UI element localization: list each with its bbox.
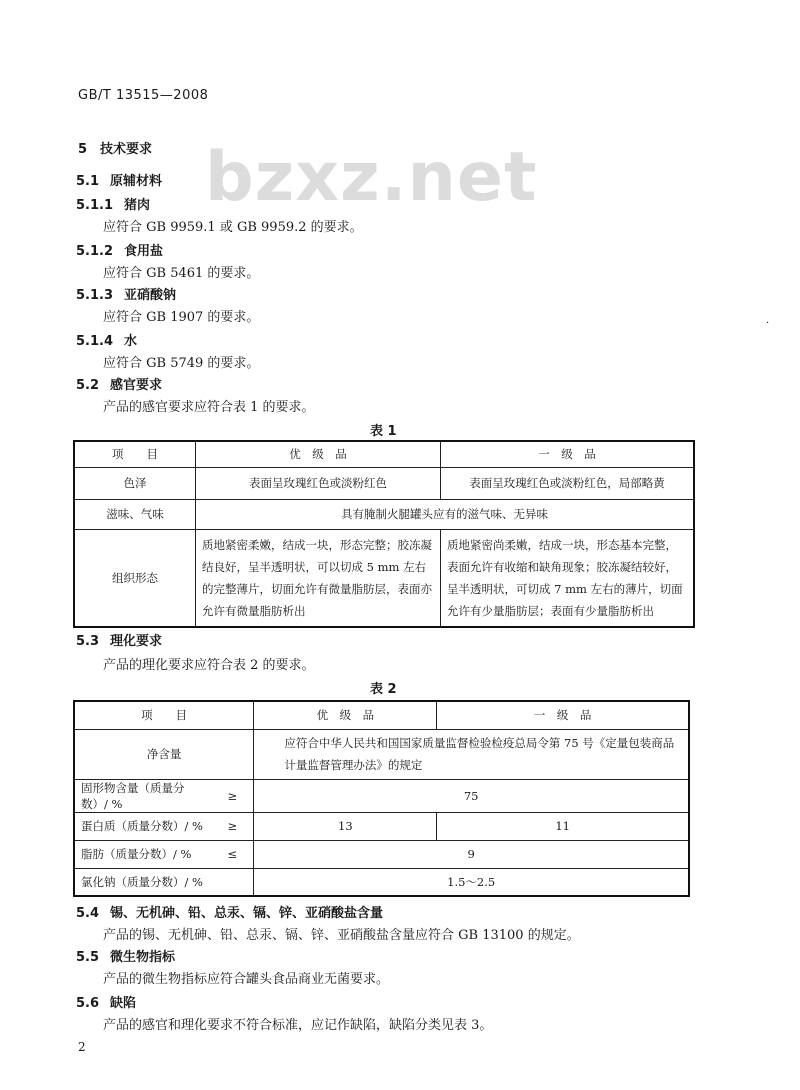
header-cell-first-grade: 一 级 品: [441, 441, 695, 467]
cell-value: 75: [254, 779, 689, 812]
section-5-2-heading: [76, 374, 162, 393]
section-number: 5.1.2: [76, 244, 114, 259]
header-cell-item: 项 目: [74, 441, 196, 467]
section-5-6-heading: [76, 992, 136, 1011]
section-5-4-text: 产品的锡、无机砷、铅、总汞、镉、锌、亚硝酸盐含量应符合 GB 13100 的规定。: [103, 928, 580, 943]
header-cell-first-grade: 一 级 品: [437, 701, 689, 729]
section-5-1-3-text: 应符合 GB 1907 的要求。: [103, 310, 260, 325]
section-number: 5.1: [76, 174, 100, 189]
row-label: 滋味、气味: [74, 499, 196, 529]
table-row: [74, 529, 694, 627]
section-number: 5.1.1: [76, 198, 114, 213]
section-5-5-text: 产品的微生物指标应符合罐头食品商业无菌要求。: [103, 972, 390, 987]
cell-value: 质地紧密尚柔嫩，结成一块，形态基本完整，表面允许有收缩和缺角现象；胶冻凝结较好，呈半透明状，可切成 7 mm 左右的薄片，切面允许有少量脂肪层；表面有少量脂肪析出: [441, 529, 695, 627]
section-5-3-heading: [76, 630, 162, 649]
section-5-3-text: 产品的理化要求应符合表 2 的要求。: [103, 658, 315, 673]
table-row: [74, 729, 689, 779]
section-5-1-1-heading: [76, 194, 150, 213]
section-5-heading: [78, 138, 152, 157]
section-title: 水: [124, 334, 138, 349]
section-5-1-4-heading: [76, 330, 137, 349]
section-5-4-heading: [76, 902, 383, 921]
section-title: 技术要求: [100, 142, 153, 157]
comparison-symbol: ≥: [211, 779, 254, 812]
section-title: 原辅材料: [110, 174, 163, 189]
section-number: 5.2: [76, 378, 100, 393]
cell-value: 13: [254, 812, 437, 840]
section-number: 5.6: [76, 996, 100, 1011]
section-title: 猪肉: [124, 198, 151, 213]
table-row: [74, 840, 689, 868]
cell-value: 质地紧密柔嫩，结成一块，形态完整；胶冻凝结良好，呈半透明状，可以切成 5 mm 左右的完整薄片，切面允许有微量脂肪层，表面亦允许有微量脂肪析出: [196, 529, 441, 627]
row-label: 色泽: [74, 467, 196, 499]
section-number: 5.1.4: [76, 334, 114, 349]
table-header-row: [74, 701, 689, 729]
section-number: 5.3: [76, 634, 100, 649]
cell-value: 具有腌制火腿罐头应有的滋气味、无异味: [196, 499, 695, 529]
section-5-5-heading: [76, 946, 175, 965]
comparison-symbol: [211, 868, 254, 896]
cell-value: 表面呈玫瑰红色或淡粉红色: [196, 467, 441, 499]
section-number: 5.1.3: [76, 288, 114, 303]
table-2: [73, 700, 690, 897]
section-title: 缺陷: [110, 996, 137, 1011]
table-row: [74, 499, 694, 529]
comparison-symbol: ≤: [211, 840, 254, 868]
section-5-6-text: 产品的感官和理化要求不符合标准，应记作缺陷，缺陷分类见表 3。: [103, 1018, 493, 1033]
section-5-1-1-text: 应符合 GB 9959.1 或 GB 9959.2 的要求。: [103, 220, 363, 235]
section-5-1-4-text: 应符合 GB 5749 的要求。: [103, 356, 260, 371]
section-number: 5.5: [76, 950, 100, 965]
section-5-1-2-text: 应符合 GB 5461 的要求。: [103, 266, 260, 281]
table-1-caption: 表 1: [370, 424, 397, 439]
cell-value: 11: [437, 812, 689, 840]
section-title: 理化要求: [110, 634, 163, 649]
section-number: 5: [78, 142, 88, 157]
cell-value: 表面呈玫瑰红色或淡粉红色，局部略黄: [441, 467, 695, 499]
row-label: 组织形态: [74, 529, 196, 627]
section-title: 亚硝酸钠: [124, 288, 177, 303]
section-title: 微生物指标: [110, 950, 176, 965]
watermark: bzxz.net: [205, 138, 538, 217]
section-5-1-heading: [76, 170, 162, 189]
section-5-1-3-heading: [76, 284, 176, 303]
row-label: 氯化钠（质量分数）/ %: [74, 868, 211, 896]
table-row: [74, 779, 689, 812]
cell-value: 9: [254, 840, 689, 868]
table-row: [74, 812, 689, 840]
section-title: 食用盐: [124, 244, 164, 259]
table-1: [73, 440, 695, 628]
table-row: [74, 467, 694, 499]
table-header-row: [74, 441, 694, 467]
cell-value: 1.5～2.5: [254, 868, 689, 896]
section-5-2-text: 产品的感官要求应符合表 1 的要求。: [103, 400, 315, 415]
row-label: 蛋白质（质量分数）/ %: [74, 812, 211, 840]
header-cell-premium: 优 级 品: [196, 441, 441, 467]
table-row: [74, 868, 689, 896]
margin-mark: ·: [766, 318, 770, 329]
section-title: 感官要求: [110, 378, 163, 393]
section-number: 5.4: [76, 906, 100, 921]
section-5-1-2-heading: [76, 240, 163, 259]
cell-value: 应符合中华人民共和国国家质量监督检验检疫总局令第 75 号《定量包装商品计量监督管理办法》的规定: [254, 729, 689, 779]
section-title: 锡、无机砷、铅、总汞、镉、锌、亚硝酸盐含量: [110, 906, 384, 921]
comparison-symbol: ≥: [211, 812, 254, 840]
document-header: GB/T 13515—2008: [78, 88, 209, 103]
row-label: 固形物含量（质量分数）/ %: [74, 779, 211, 812]
page-number: 2: [78, 1040, 86, 1054]
row-label: 脂肪（质量分数）/ %: [74, 840, 211, 868]
row-label: 净含量: [74, 729, 254, 779]
header-cell-item: 项 目: [74, 701, 254, 729]
table-2-caption: 表 2: [370, 682, 397, 697]
header-cell-premium: 优 级 品: [254, 701, 437, 729]
